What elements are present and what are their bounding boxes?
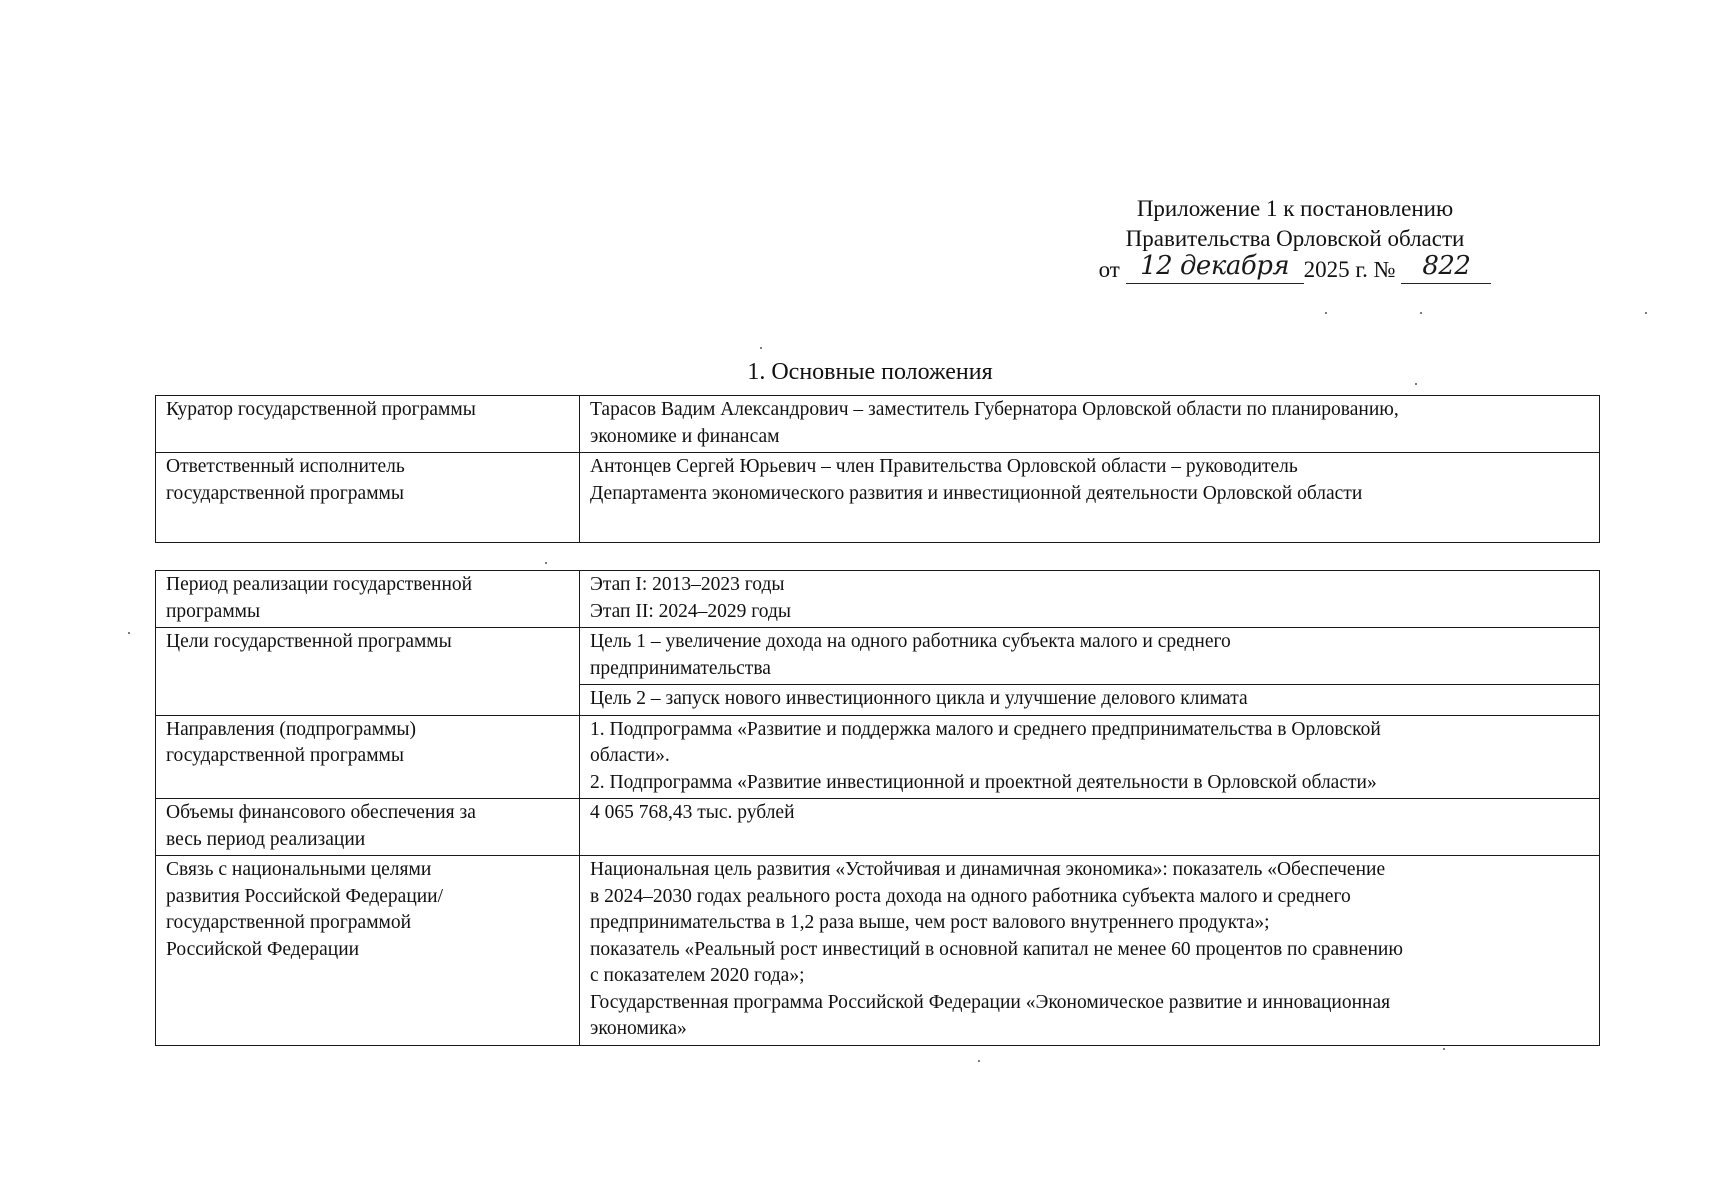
national-goals-value-line: показатель «Реальный рост инвестиций в основной капитал не менее 60 процентов по сравнению <box>590 938 1403 960</box>
curator-label-cell <box>156 396 580 453</box>
executor-label-line: государственной программы <box>166 482 404 504</box>
handwritten-number-field <box>1401 251 1491 285</box>
program-details-table <box>155 570 1600 1046</box>
funding-value: 4 065 768,43 тыс. рублей <box>590 802 795 823</box>
scan-speck <box>1420 312 1422 314</box>
national-goals-value-line: Национальная цель развития «Устойчивая и динамичная экономика»: показатель «Обеспечение <box>590 859 1386 880</box>
goal-1-line: Цель 1 – увеличение дохода на одного работника субъекта малого и среднего <box>590 631 1231 652</box>
executor-value-line: Департамента экономического развития и инвестиционной деятельности Орловской области <box>590 482 1363 504</box>
handwritten-date-field <box>1126 251 1304 285</box>
table-row-executor <box>156 453 1600 543</box>
appendix-date-line <box>1000 251 1590 285</box>
subprogram-1-line: 1. Подпрограмма «Развитие и поддержка малого и среднего предпринимательства в Орловской <box>590 718 1381 740</box>
scan-speck <box>128 632 130 634</box>
national-goals-value-line: предпринимательства в 1,2 раза выше, чем рост валового внутреннего продукта»; <box>590 912 1270 933</box>
subprogram-1-line: области». <box>590 745 670 766</box>
scan-speck <box>760 347 762 349</box>
goal-1-line: предпринимательства <box>590 657 771 679</box>
national-goals-value-cell <box>580 856 1600 1046</box>
handwritten-number: 822 <box>1422 251 1471 281</box>
directions-label-line: Направления (подпрограммы) <box>166 718 417 740</box>
national-goals-label-line: развития Российской Федерации/ <box>166 885 444 907</box>
curator-value-line: Тарасов Вадим Александрович – заместитель Губернатора Орловской области по планированию, <box>590 399 1399 420</box>
executor-label-cell <box>156 453 580 543</box>
scan-speck <box>978 1060 980 1062</box>
executor-value-cell <box>580 453 1600 543</box>
scan-speck <box>1645 312 1647 314</box>
national-goals-value-line: Государственная программа Российской Федерации «Экономическое развитие и инновационная <box>590 991 1391 1013</box>
date-underline <box>1126 283 1304 284</box>
national-goals-label-line: Связь с национальными целями <box>166 859 432 880</box>
appendix-line-2: Правительства Орловской области <box>1125 226 1465 251</box>
national-goals-value-line: экономика» <box>590 1018 687 1039</box>
period-label-line: программы <box>166 600 261 622</box>
scan-speck <box>1443 1048 1445 1050</box>
table-row-period <box>156 571 1600 628</box>
scan-speck <box>1325 312 1327 314</box>
appendix-line-1: Приложение 1 к постановлению <box>1136 196 1454 221</box>
goals-label: Цели государственной программы <box>166 631 452 652</box>
national-goals-value-line: с показателем 2020 года»; <box>590 965 805 986</box>
main-info-table <box>155 395 1600 543</box>
period-label-cell <box>156 571 580 628</box>
national-goals-label-cell <box>156 856 580 1046</box>
date-prefix: от <box>1098 257 1120 282</box>
funding-label-cell <box>156 799 580 856</box>
funding-label-line: Объемы финансового обеспечения за <box>166 802 476 823</box>
table-row-directions <box>156 715 1600 799</box>
number-underline <box>1401 283 1491 284</box>
curator-label: Куратор государственной программы <box>166 399 476 420</box>
year-and-number-label: 2025 г. № <box>1303 257 1396 282</box>
curator-value-cell <box>580 396 1600 453</box>
table-row-curator <box>156 396 1600 453</box>
directions-label-cell <box>156 715 580 799</box>
executor-label-line: Ответственный исполнитель <box>166 456 405 477</box>
national-goals-value-line: в 2024–2030 годах реального роста дохода на одного работника субъекта малого и среднего <box>590 885 1351 907</box>
appendix-header <box>1000 194 1590 285</box>
scan-speck <box>1415 383 1417 385</box>
subprogram-2-line: 2. Подпрограмма «Развитие инвестиционной и проектной деятельности в Орловской области» <box>590 771 1377 793</box>
period-stage-2: Этап II: 2024–2029 годы <box>590 600 791 622</box>
scan-speck <box>545 562 547 564</box>
table-row-funding <box>156 799 1600 856</box>
funding-value-cell <box>580 799 1600 856</box>
goal-2-cell <box>580 685 1600 716</box>
directions-label-line: государственной программы <box>166 745 404 766</box>
goal-2-line: Цель 2 – запуск нового инвестиционного цикла и улучшение делового климата <box>590 688 1248 709</box>
curator-value-line: экономике и финансам <box>590 425 780 447</box>
directions-value-cell <box>580 715 1600 799</box>
table-row-goal-1 <box>156 628 1600 685</box>
period-stage-1: Этап I: 2013–2023 годы <box>590 574 785 595</box>
handwritten-date: 12 декабря <box>1140 251 1290 281</box>
national-goals-label-line: Российской Федерации <box>166 938 360 960</box>
executor-value-line: Антонцев Сергей Юрьевич – член Правительства Орловской области – руководитель <box>590 456 1298 477</box>
section-title: 1. Основные положения <box>747 359 993 385</box>
table-row-national-goals <box>156 856 1600 1046</box>
funding-label-line: весь период реализации <box>166 828 366 850</box>
period-label-line: Период реализации государственной <box>166 574 473 595</box>
goal-1-cell <box>580 628 1600 685</box>
period-value-cell <box>580 571 1600 628</box>
goals-label-cell <box>156 628 580 716</box>
national-goals-label-line: государственной программой <box>166 912 412 933</box>
